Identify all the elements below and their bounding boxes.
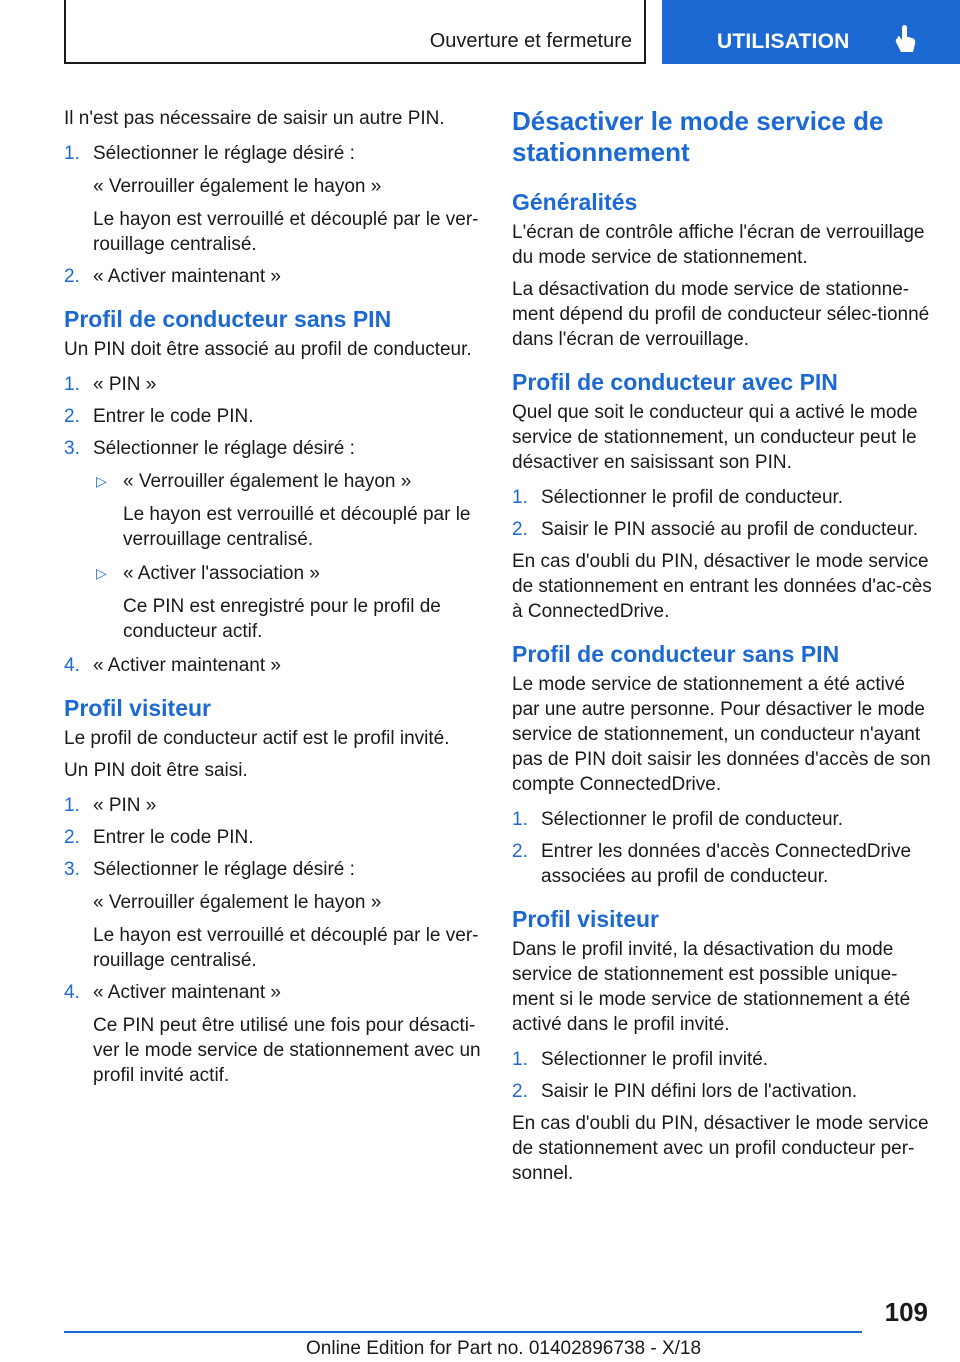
step-text: Sélectionner le réglage désiré : [93,859,355,880]
steps-list-f [512,1047,932,1104]
list-item [64,793,484,818]
heading-avec-pin: Profil de conducteur avec PIN [512,369,838,395]
right-column [512,106,932,1193]
step-text: Sélectionner le réglage désiré : [93,438,355,459]
header-section-tab [662,0,960,64]
step-number: 2. [512,841,528,862]
triangle-bullet-icon: ▷ [96,565,107,581]
visiteur-right-text-2: En cas d'oubli du PIN, désactiver le mode service de stationnement avec un profil conducteur per-sonnel. [512,1113,929,1184]
list-item [512,807,932,832]
step-text: Sélectionner le réglage désiré : [93,143,355,164]
step-text: « PIN » [93,374,157,395]
step-sub: « Verrouiller également le hayon » [93,176,382,197]
header-section-label: UTILISATION [717,30,850,53]
step-number: 2. [64,266,80,287]
option-item [93,561,484,644]
general-text-2: La désactivation du mode service de stationne-ment dépend du profil de conducteur sélec-tionné dans l'écran de verrouillage. [512,279,930,350]
list-item [512,839,932,889]
step-text: « Activer maintenant » [93,266,281,287]
footer-edition: Online Edition for Part no. 01402896738 - X/18 [306,1338,702,1359]
list-item [64,825,484,850]
list-item [64,857,484,973]
header-title: Ouverture et fermeture [429,30,632,52]
step-text: Entrer le code PIN. [93,827,254,848]
option-title: « Activer l'association » [123,563,320,584]
list-item [64,141,484,257]
step-number: 3. [64,859,80,880]
step-number: 2. [64,406,80,427]
list-item [512,517,932,542]
step-number: 1. [512,1049,528,1070]
footer-rule [64,1331,862,1333]
general-text-1: L'écran de contrôle affiche l'écran de verrouillage du mode service de stationnement. [512,222,925,268]
option-desc: Le hayon est verrouillé et découplé par le verrouillage centralisé. [123,504,471,550]
header-title-box [64,0,646,64]
steps-list-e [512,807,932,889]
list-item [512,1079,932,1104]
triangle-bullet-icon: ▷ [96,473,107,489]
list-item [64,372,484,397]
visiteur-right-text: Dans le profil invité, la désactivation du mode service de stationnement est possible unique-ment si le mode service de stationnement a été activé dans le profil invité. [512,939,911,1035]
step-number: 1. [64,374,80,395]
step-number: 1. [512,487,528,508]
step-text: Sélectionner le profil de conducteur. [541,809,844,830]
list-item [512,485,932,510]
step-text: « Activer maintenant » [93,982,281,1003]
list-item [64,404,484,429]
step-sub: Le hayon est verrouillé et découplé par le ver-rouillage centralisé. [93,925,479,971]
step-sub: Ce PIN peut être utilisé une fois pour désacti-ver le mode service de stationnement avec un profil invité actif. [93,1015,481,1086]
step-text: Sélectionner le profil de conducteur. [541,487,844,508]
heading-sans-pin-right: Profil de conducteur sans PIN [512,641,840,667]
step-number: 2. [512,1081,528,1102]
heading-visiteur: Profil visiteur [64,695,211,721]
step-text: « PIN » [93,795,157,816]
heading-sans-pin: Profil de conducteur sans PIN [64,306,392,332]
option-desc: Ce PIN est enregistré pour le profil de conducteur actif. [123,596,441,642]
option-title: « Verrouiller également le hayon » [123,471,412,492]
visiteur-text-2: Un PIN doit être saisi. [64,760,248,781]
step-number: 3. [64,438,80,459]
list-item [512,1047,932,1072]
hand-pointer-icon [894,24,918,61]
option-item [93,469,484,552]
step-number: 1. [512,809,528,830]
section-title: Désactiver le mode service de stationnement [512,106,884,167]
step-number: 2. [64,827,80,848]
list-item [64,436,484,644]
intro-text: Il n'est pas nécessaire de saisir un autre PIN. [64,108,445,129]
step-number: 1. [64,795,80,816]
step-number: 4. [64,982,80,1003]
step-text: Sélectionner le profil invité. [541,1049,769,1070]
sans-pin-right-text: Le mode service de stationnement a été activé par une autre personne. Pour désactiver le mode service de stationnement, un conducteur n'ayant pas de PIN doit saisir les données d'accès de son compte ConnectedDrive. [512,674,931,795]
step-text: « Activer maintenant » [93,655,281,676]
list-item [64,653,484,678]
left-column [64,106,484,1095]
steps-list-c [64,793,484,1088]
steps-list-a [64,141,484,289]
step-text: Saisir le PIN associé au profil de conducteur. [541,519,919,540]
steps-list-b [64,372,484,678]
step-sub: « Verrouiller également le hayon » [93,892,382,913]
list-item [64,264,484,289]
step-number: 2. [512,519,528,540]
step-text: Saisir le PIN défini lors de l'activation. [541,1081,858,1102]
avec-pin-text-2: En cas d'oubli du PIN, désactiver le mode service de stationnement en entrant les données d'ac-cès à ConnectedDrive. [512,551,932,622]
step-text: Entrer le code PIN. [93,406,254,427]
list-item [64,980,484,1088]
step-text: Entrer les données d'accès ConnectedDrive associées au profil de conducteur. [541,841,912,887]
sans-pin-text: Un PIN doit être associé au profil de conducteur. [64,339,472,360]
page-number: 109 [884,1297,928,1327]
avec-pin-text: Quel que soit le conducteur qui a activé le mode service de stationnement, un conducteur peut le désactiver en saisissant son PIN. [512,402,918,473]
step-number: 1. [64,143,80,164]
option-list [93,469,484,644]
heading-generalites: Généralités [512,189,638,215]
step-sub: Le hayon est verrouillé et découplé par le ver-rouillage centralisé. [93,209,479,255]
visiteur-text-1: Le profil de conducteur actif est le profil invité. [64,728,450,749]
steps-list-d [512,485,932,542]
heading-visiteur-right: Profil visiteur [512,906,659,932]
step-number: 4. [64,655,80,676]
